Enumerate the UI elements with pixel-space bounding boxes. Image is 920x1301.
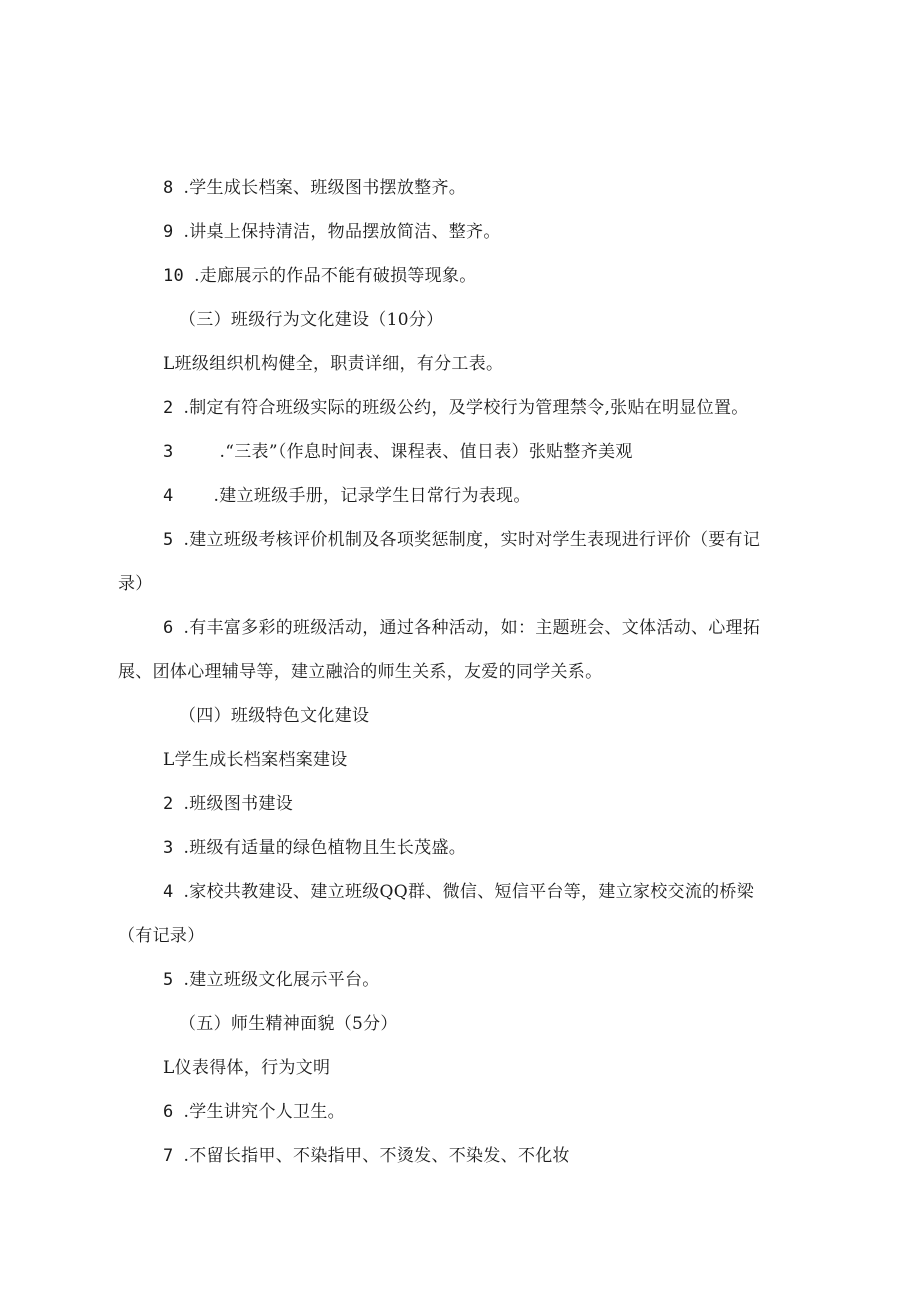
item-number: 9: [163, 222, 174, 242]
item-number: 6: [163, 1102, 174, 1122]
item-number: 10: [163, 266, 185, 286]
item-number: 4: [163, 882, 174, 902]
item-text: .建立班级文化展示平台。: [183, 970, 380, 990]
list-item: [163, 969, 380, 991]
list-item: [163, 485, 531, 507]
item-text: .家校共教建设、建立班级QQ群、微信、短信平台等，建立家校交流的桥梁: [183, 882, 755, 902]
section-heading: （五）师生精神面貌（5分）: [179, 1014, 398, 1034]
item-text: .班级图书建设: [183, 794, 294, 814]
item-number: 7: [163, 1146, 174, 1166]
list-item: [163, 177, 466, 199]
item-text: .班级有适量的绿色植物且生长茂盛。: [183, 838, 467, 858]
item-number: 3: [163, 442, 174, 462]
item-number: 5: [163, 970, 174, 990]
list-item-continuation: 展、团体心理辅导等，建立融洽的师生关系，友爱的同学关系。: [118, 662, 603, 682]
list-item: [163, 617, 760, 639]
list-item: [163, 221, 501, 243]
list-item: L仪表得体，行为文明: [163, 1058, 331, 1078]
section-heading: （三）班级行为文化建设（10分）: [179, 310, 444, 330]
item-text: .建立班级考核评价机制及各项奖惩制度，实时对学生表现进行评价（要有记: [183, 530, 761, 550]
list-item: [163, 265, 477, 287]
list-item: L学生成长档案档案建设: [163, 750, 348, 770]
list-item: [163, 397, 749, 419]
list-item: [163, 793, 293, 815]
item-text: .学生讲究个人卫生。: [183, 1102, 345, 1122]
list-item: [163, 1101, 345, 1123]
list-item: [163, 881, 754, 903]
item-number: 5: [163, 530, 174, 550]
item-number: 4: [163, 486, 174, 506]
item-number: 2: [163, 794, 174, 814]
item-text: .有丰富多彩的班级活动，通过各种活动，如：主题班会、文体活动、心理拓: [183, 618, 761, 638]
item-number: 3: [163, 838, 174, 858]
list-item: [163, 529, 760, 551]
item-text: .“三表”（作息时间表、课程表、值日表）张贴整齐美观: [219, 442, 633, 462]
list-item: [163, 837, 466, 859]
item-number: 8: [163, 178, 174, 198]
item-text: .建立班级手册，记录学生日常行为表现。: [213, 486, 531, 506]
item-text: .讲桌上保持清洁，物品摆放简洁、整齐。: [183, 222, 501, 242]
list-item-continuation: （有记录）: [118, 926, 205, 946]
section-heading: （四）班级特色文化建设: [179, 706, 370, 726]
list-item-continuation: 录）: [118, 574, 153, 594]
list-item: L班级组织机构健全，职责详细，有分工表。: [163, 354, 504, 374]
item-text: .制定有符合班级实际的班级公约，及学校行为管理禁令,张贴在明显位置。: [183, 398, 749, 418]
item-number: 6: [163, 618, 174, 638]
item-text: .走廊展示的作品不能有破损等现象。: [194, 266, 477, 286]
list-item: [163, 441, 633, 463]
list-item: [163, 1145, 570, 1167]
item-text: .学生成长档案、班级图书摆放整齐。: [183, 178, 467, 198]
item-number: 2: [163, 398, 174, 418]
item-text: .不留长指甲、不染指甲、不烫发、不染发、不化妆: [183, 1146, 570, 1166]
